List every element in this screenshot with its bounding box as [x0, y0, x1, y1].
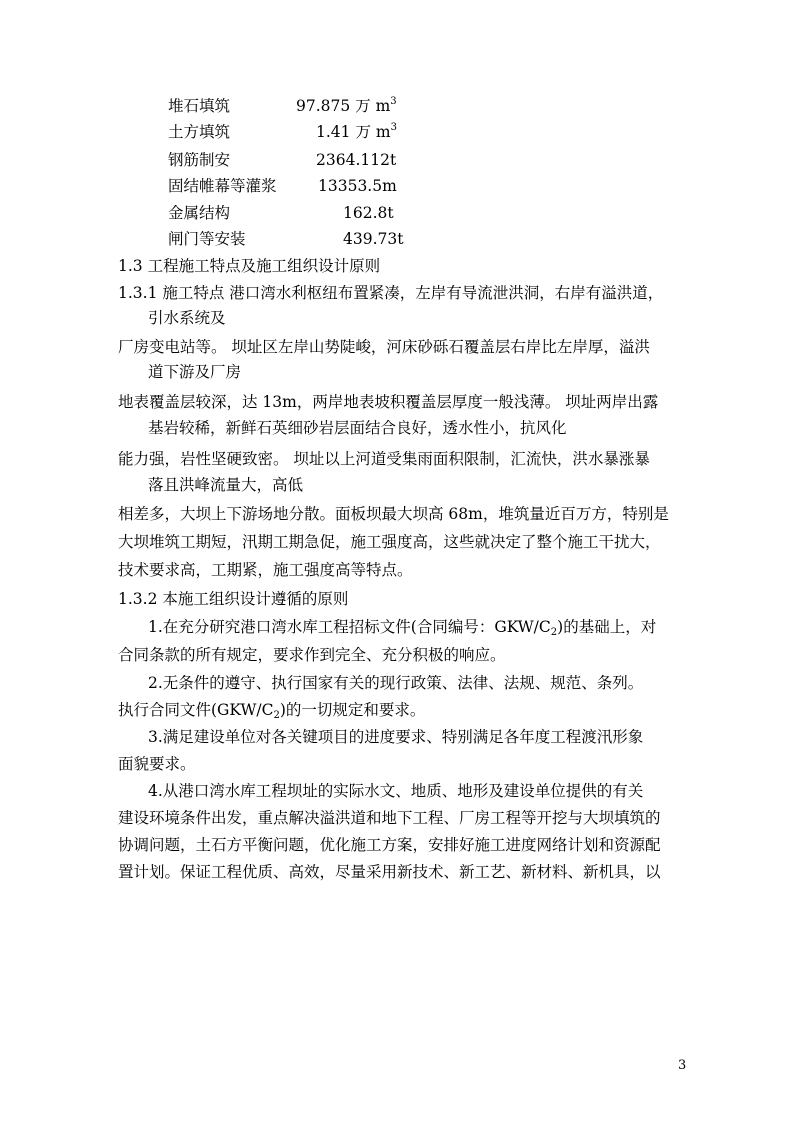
quantity-name: 固结帷幕等灌浆 — [168, 177, 277, 195]
text-run: 1.在充分研究港口湾水库工程招标文件(合同编号：GKW/C — [148, 618, 551, 636]
body-line: 基岩较稀，新鲜石英细砂岩层面结合良好，透水性小，抗风化 — [148, 419, 567, 437]
body-line: 合同条款的所有规定，要求作到完全、充分积极的响应。 — [118, 646, 506, 664]
body-line: 道下游及厂房 — [148, 363, 242, 381]
quantity-name: 土方填筑 — [168, 123, 231, 141]
body-line: 地表覆盖层较深，达 13m，两岸地表坡积覆盖层厚度一般浅薄。 坝址两岸出露 — [118, 393, 659, 411]
quantity-value-text: 1.41 万 m — [316, 123, 391, 141]
body-line: 技术要求高，工期紧，施工强度高等特点。 — [118, 561, 413, 579]
quantity-name: 钢筋制安 — [168, 151, 231, 169]
body-line: 落且洪峰流量大，高低 — [148, 476, 304, 494]
quantity-value: 13353.5m — [318, 177, 397, 195]
body-line: 协调问题，土石方平衡问题，优化施工方案，安排好施工进度网络计划和资源配 — [118, 836, 661, 854]
section-heading: 1.3.2 本施工组织设计遵循的原则 — [118, 590, 349, 608]
quantity-value: 162.8t — [343, 204, 394, 222]
paragraph-1-first-line — [148, 617, 656, 637]
body-line: 能力强，岩性坚硬致密。 坝址以上河道受集雨面积限制，汇流快，洪水暴涨暴 — [118, 450, 650, 468]
quantity-value — [316, 122, 397, 142]
quantity-name: 堆石填筑 — [168, 97, 231, 115]
unit-superscript: 3 — [390, 122, 397, 133]
body-line: 建设环境条件出发，重点解决溢洪道和地下工程、厂房工程等开挖与大坝填筑的 — [118, 809, 661, 827]
paragraph-2-second-line — [118, 700, 425, 720]
body-line: 置计划。保证工程优质、高效，尽量采用新技术、新工艺、新材料、新机具，以 — [118, 863, 661, 881]
quantity-value: 2364.112t — [316, 151, 397, 169]
subscript: 2 — [273, 710, 280, 721]
text-run: 的一切规定和要求。 — [285, 701, 426, 719]
quantity-value: 439.73t — [343, 230, 404, 248]
body-line: 1.3.1 施工特点 港口湾水利枢纽布置紧凑，左岸有导流泄洪洞，右岸有溢洪道， — [118, 284, 664, 302]
body-line: 面貌要求。 — [118, 755, 196, 773]
text-run: ) — [279, 701, 286, 719]
quantity-name: 闸门等安装 — [168, 230, 246, 248]
body-line: 2.无条件的遵守、执行国家有关的现行政策、法律、法规、规范、条列。 — [148, 674, 644, 692]
unit-superscript: 3 — [390, 96, 397, 107]
quantity-name: 金属结构 — [168, 204, 231, 222]
body-line: 引水系统及 — [148, 309, 226, 327]
body-line: 3.满足建设单位对各关键项目的进度要求、特别满足各年度工程渡汛形象 — [148, 728, 644, 746]
body-line: 4.从港口湾水库工程坝址的实际水文、地质、地形及建设单位提供的有关 — [148, 782, 644, 800]
page-number: 3 — [678, 1058, 687, 1073]
body-line: 大坝堆筑工期短，汛期工期急促，施工强度高，这些就决定了整个施工干扰大， — [118, 533, 661, 551]
body-line: 厂房变电站等。 坝址区左岸山势陡峻，河床砂砾石覆盖层右岸比左岸厚，溢洪 — [118, 338, 650, 356]
quantity-value — [296, 96, 397, 116]
quantity-value-text: 97.875 万 m — [296, 97, 391, 115]
body-line: 相差多，大坝上下游场地分散。面板坝最大坝高 68m，堆筑量近百万方，特别是 — [118, 505, 669, 523]
subscript: 2 — [550, 627, 558, 638]
section-heading: 1.3 工程施工特点及施工组织设计原则 — [118, 257, 381, 275]
text-run: 执行合同文件(GKW/C — [118, 701, 274, 719]
text-run: )的基础上，对 — [557, 618, 657, 636]
